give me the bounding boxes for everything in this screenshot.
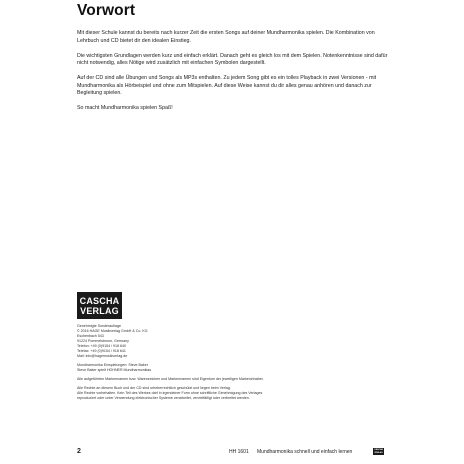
footer-logo	[373, 448, 384, 455]
imprint-line: 91224 Pommelsbrunn, Germany	[77, 339, 129, 343]
imprint-line: Mail: info@hagemusikverlag.de	[77, 354, 128, 358]
publisher-info	[77, 324, 437, 359]
trademark-notice	[77, 377, 437, 382]
page-title: Vorwort	[77, 2, 136, 19]
imprint-line: © 2016 HAGE Musikverlag GmbH & Co. KG	[77, 329, 148, 333]
imprint-line: Alle Rechte an diesem Buch und der CD sind urheberrechtlich geschützt und liegen beim Verlag.	[77, 386, 231, 390]
product-code: HH 1601	[229, 449, 249, 455]
paragraph: Mit dieser Schule kannst du bereits nach kurzer Zeit die ersten Songs auf deiner Mundharmonika spielen. Die Kombination von Lehrbuch und CD bietet dir den idealen Einstieg.	[77, 30, 375, 44]
imprint-line: reproduziert oder unter Verwendung elektronischer Systeme verarbeitet, vervielfältigt oder verbreitet werden.	[77, 396, 250, 400]
foreword-text	[77, 30, 397, 120]
page-footer	[77, 449, 387, 459]
imprint-line: Telefax: +49 (0)9154 / 918 641	[77, 349, 126, 353]
logo-line: CASCHA	[79, 295, 120, 306]
logo-line: VERLAG	[374, 451, 383, 454]
rights-notice	[77, 386, 437, 401]
credits	[77, 363, 437, 373]
book-title: Mundharmonika schnell und einfach lernen	[257, 449, 353, 455]
imprint-line: Alle Rechte vorbehalten. Kein Teil des Werkes darf in irgendeiner Form ohne schriftliche Genehmigung des Verlages	[77, 391, 263, 395]
logo-line: VERLAG	[80, 305, 119, 316]
publisher-logo	[77, 292, 122, 319]
paragraph: Die wichtigsten Grundlagen werden kurz und einfach erklärt. Danach geht es gleich los mit dem Spielen. Notenkenntnisse sind dafür nicht notwendig, alles Nötige wird zusätzlich mit einfachen Symbolen dargestellt.	[77, 52, 388, 66]
imprint-line: Eschenbach 543	[77, 334, 104, 338]
imprint-line: Mundharmonika Einspielungen: Steve Baker	[77, 363, 148, 367]
paragraph: So macht Mundharmonika spielen Spaß!	[77, 105, 173, 111]
paragraph: Auf der CD sind alle Übungen und Songs als MP3s enthalten. Zu jedem Song gibt es ein tolles Playback in zwei Versionen - mit Mundharmonika als Hörbeispiel und ohne zum Mitspielen. Auf diese Weise kannst du dir alles genau anhören und danach zur Begleitung spielen.	[77, 75, 377, 96]
page-number: 2	[77, 448, 81, 455]
imprint	[77, 324, 437, 405]
imprint-line: Genehmigte Sonderauflage	[77, 324, 121, 328]
imprint-line: Telefon: +49 (0)9154 / 918 640	[77, 344, 127, 348]
imprint-line: Steve Baker spielt HOHNER Mundharmonikas	[77, 368, 152, 372]
logo-line: CASCHA	[374, 448, 383, 451]
imprint-line: Alle aufgeführten Markennamen bzw. Warenzeichen und Markennamen sind Eigentum der jeweiligen Markeninhaber.	[77, 377, 264, 381]
